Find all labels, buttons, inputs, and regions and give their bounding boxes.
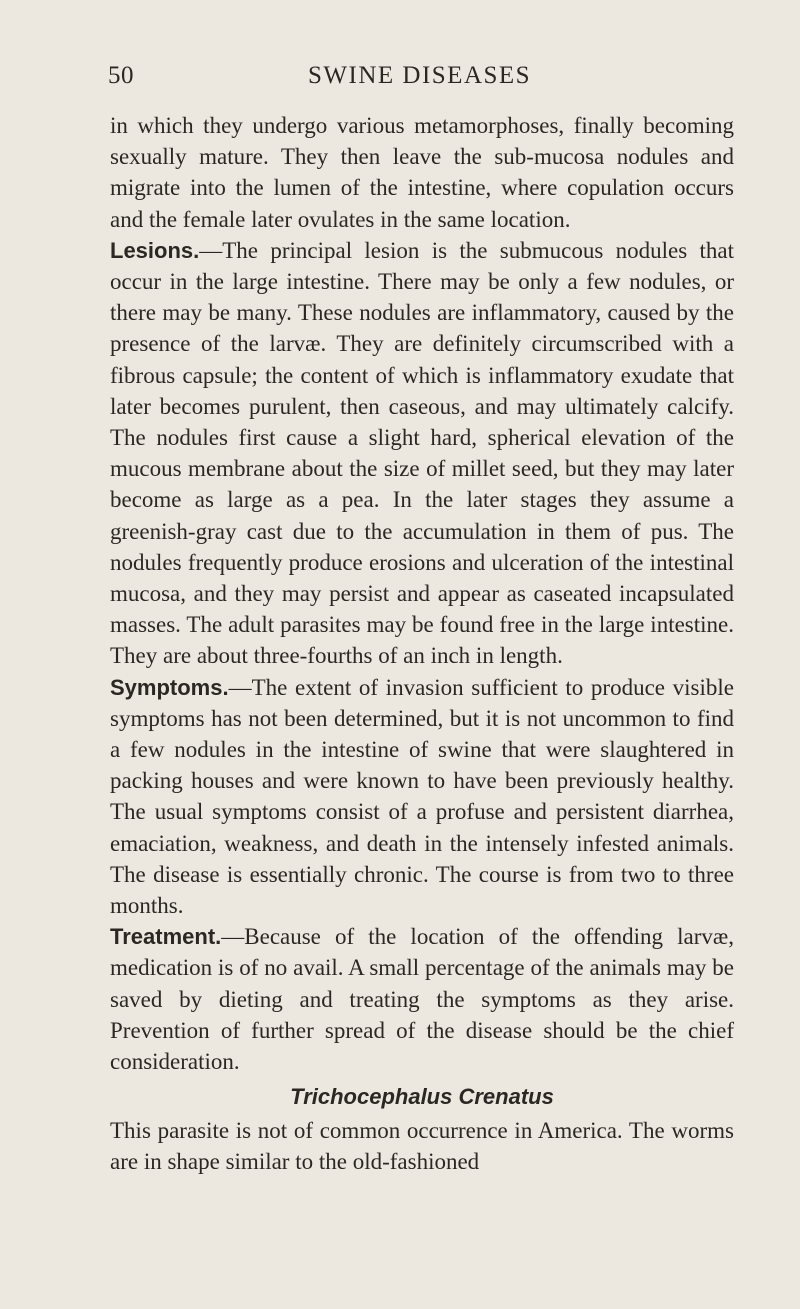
page-header <box>108 62 734 102</box>
running-head: SWINE DISEASES <box>308 62 532 89</box>
lesions-heading: Lesions. <box>110 237 200 263</box>
lesions-text: —The principal lesion is the submucous nodules that occur in the large intestine. There may be only a few nodules, or there may be many. These nodules are inflammatory, caused by the presence of the larvæ. They are definitely circumscribed with a fibrous capsule; the content of which is inflammatory exudate that later becomes purulent, then caseous, and may ultimately calcify. The nodules first cause a slight hard, spherical elevation of the mucous membrane about the size of millet seed, but they may later become as large as a pea. In the later stages they assume a greenish-gray cast due to the accumulation in them of pus. The nodules frequently produce erosions and ulceration of the intestinal mucosa, and they may persist and appear as caseated incapsulated masses. The adult parasites may be found free in the large intestine. They are about three-fourths of an inch in length. <box>110 237 734 669</box>
page-number: 50 <box>108 62 134 89</box>
paragraph-symptoms <box>110 672 734 922</box>
paragraph-treatment <box>110 921 734 1077</box>
paragraph-lesions <box>110 235 734 672</box>
symptoms-heading: Symptoms. <box>110 674 229 700</box>
paragraph-trichocephalus: This parasite is not of common occurrence in America. The worms are in shape similar to the old-fashioned <box>110 1117 734 1174</box>
section-subtitle: Trichocephalus Crenatus <box>290 1084 554 1110</box>
body-text <box>110 110 734 1177</box>
treatment-text: —Because of the location of the offending larvæ, medication is of no avail. A small percentage of the animals may be saved by dieting and treating the symptoms as they arise. Prevention of further spread of the disease should be the chief consideration. <box>110 924 734 1075</box>
symptoms-text: —The extent of invasion sufficient to produce visible symptoms has not been determined, but it is not uncommon to find a few nodules in the intestine of swine that were slaughtered in packing houses and were known to have been previously healthy. The usual symptoms consist of a profuse and persistent diarrhea, emaciation, weakness, and death in the intensely infested animals. The disease is essentially chronic. The course is from two to three months. <box>110 674 734 919</box>
paragraph-intro: in which they undergo various metamorphoses, finally becoming sexually mature. They then leave the sub-mucosa nodules and migrate into the lumen of the intestine, where copulation occurs and the female later ovulates in the same location. <box>110 113 734 232</box>
treatment-heading: Treatment. <box>110 924 222 950</box>
